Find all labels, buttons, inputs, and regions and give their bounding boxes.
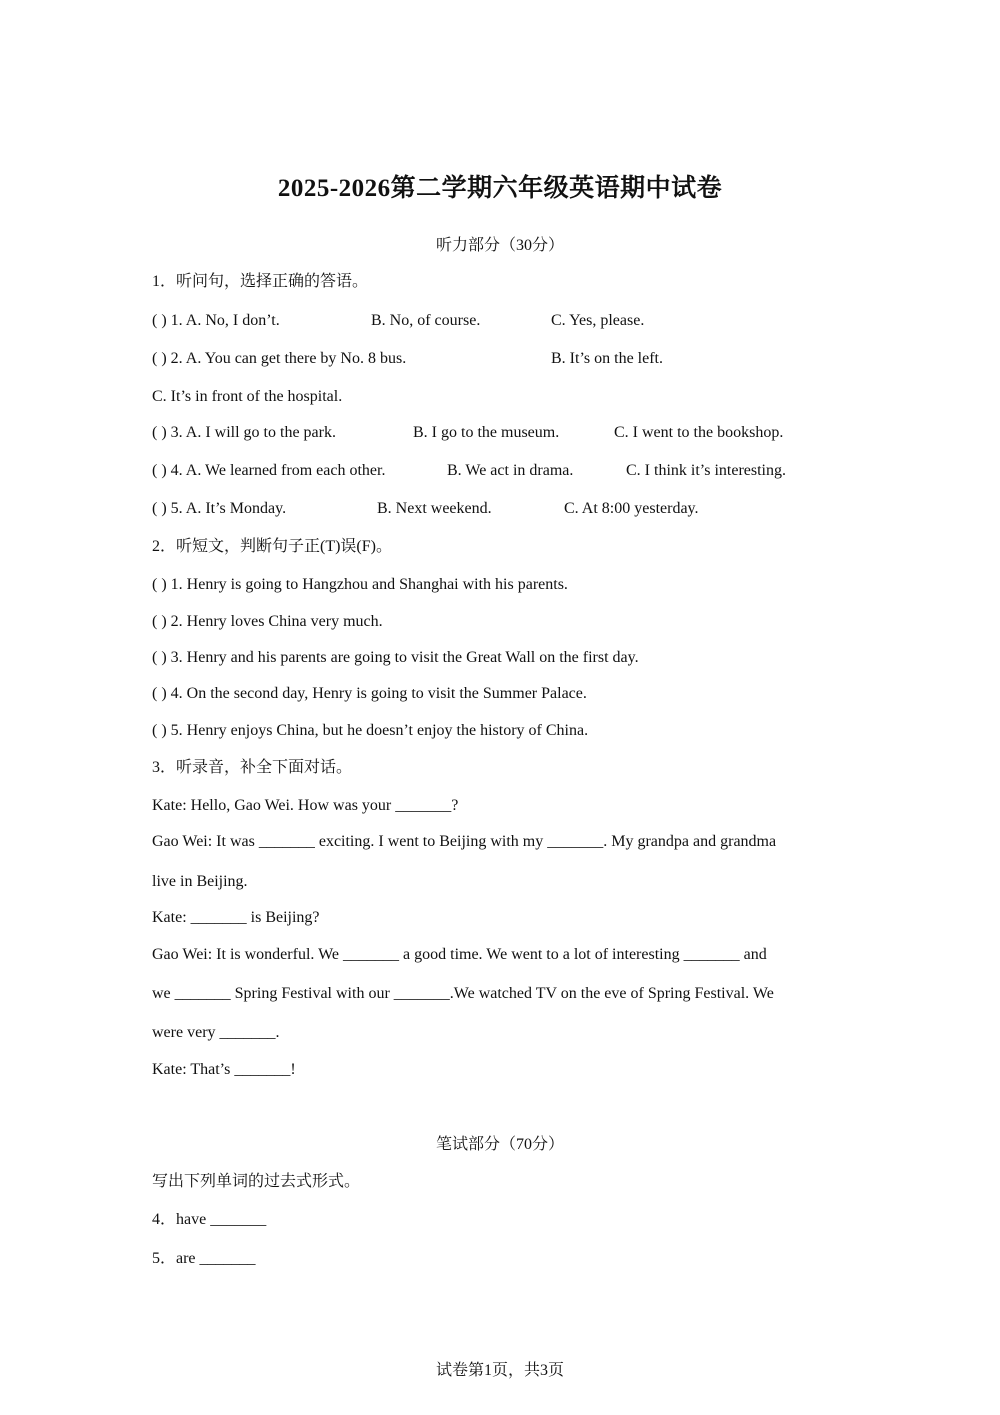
question-1-option-c: C. Yes, please. bbox=[551, 312, 645, 329]
dialogue-line: we _______ Spring Festival with our _______.We watched TV on the eve of Spring Festival. We bbox=[152, 985, 774, 1002]
question-2-option-a: ( ) 2. A. You can get there by No. 8 bus. bbox=[152, 350, 407, 367]
question-2-option-b: B. It’s on the left. bbox=[551, 350, 663, 367]
tf-statement: ( ) 1. Henry is going to Hangzhou and Shanghai with his parents. bbox=[152, 576, 568, 593]
dialogue-line: were very _______. bbox=[152, 1024, 280, 1041]
question-3-option-a: ( ) 3. A. I will go to the park. bbox=[152, 424, 336, 441]
page-footer: 试卷第1页，共3页 bbox=[435, 1362, 564, 1379]
question-2-option-c: C. It’s in front of the hospital. bbox=[152, 388, 343, 405]
question-3-option-c: C. I went to the bookshop. bbox=[614, 424, 784, 441]
written-instruction: 写出下列单词的过去式形式。 bbox=[152, 1173, 361, 1190]
exam-title: 2025-2026第二学期六年级英语期中试卷 bbox=[277, 175, 723, 202]
question-3-option-b: B. I go to the museum. bbox=[413, 424, 560, 441]
question-4-option-b: B. We act in drama. bbox=[447, 462, 574, 479]
fill-in-question: 5．are _______ bbox=[152, 1250, 256, 1267]
question-1-option-a: ( ) 1. A. No, I don’t. bbox=[152, 312, 280, 329]
tf-statement: ( ) 3. Henry and his parents are going to visit the Great Wall on the first day. bbox=[152, 649, 639, 666]
question-5-option-a: ( ) 5. A. It’s Monday. bbox=[152, 500, 287, 517]
tf-statement: ( ) 5. Henry enjoys China, but he doesn’t enjoy the history of China. bbox=[152, 722, 589, 739]
question-5-option-b: B. Next weekend. bbox=[377, 500, 492, 517]
dialogue-line: live in Beijing. bbox=[152, 873, 248, 890]
question-1-option-b: B. No, of course. bbox=[371, 312, 481, 329]
question-5-option-c: C. At 8:00 yesterday. bbox=[564, 500, 699, 517]
dialogue-line: Gao Wei: It is wonderful. We _______ a good time. We went to a lot of interesting _______ and bbox=[152, 946, 767, 963]
question-4-option-c: C. I think it’s interesting. bbox=[626, 462, 786, 479]
fill-in-question: 4．have _______ bbox=[152, 1211, 267, 1228]
listening-section-heading: 听力部分（30分） bbox=[435, 237, 564, 254]
dialogue-line: Kate: _______ is Beijing? bbox=[152, 909, 320, 926]
dialogue-line: Kate: That’s _______! bbox=[152, 1061, 296, 1078]
tf-statement: ( ) 4. On the second day, Henry is going to visit the Summer Palace. bbox=[152, 685, 587, 702]
written-section-heading: 笔试部分（70分） bbox=[435, 1136, 564, 1153]
tf-statement: ( ) 2. Henry loves China very much. bbox=[152, 613, 383, 630]
dialogue-line: Kate: Hello, Gao Wei. How was your _______? bbox=[152, 797, 459, 814]
dialogue-line: Gao Wei: It was _______ exciting. I went to Beijing with my _______. My grandpa and grandma bbox=[152, 833, 777, 850]
part2-instruction: 2．听短文，判断句子正(T)误(F)。 bbox=[152, 538, 392, 555]
part3-instruction: 3．听录音，补全下面对话。 bbox=[152, 759, 353, 776]
part1-instruction: 1．听问句，选择正确的答语。 bbox=[152, 273, 369, 290]
question-4-option-a: ( ) 4. A. We learned from each other. bbox=[152, 462, 386, 479]
